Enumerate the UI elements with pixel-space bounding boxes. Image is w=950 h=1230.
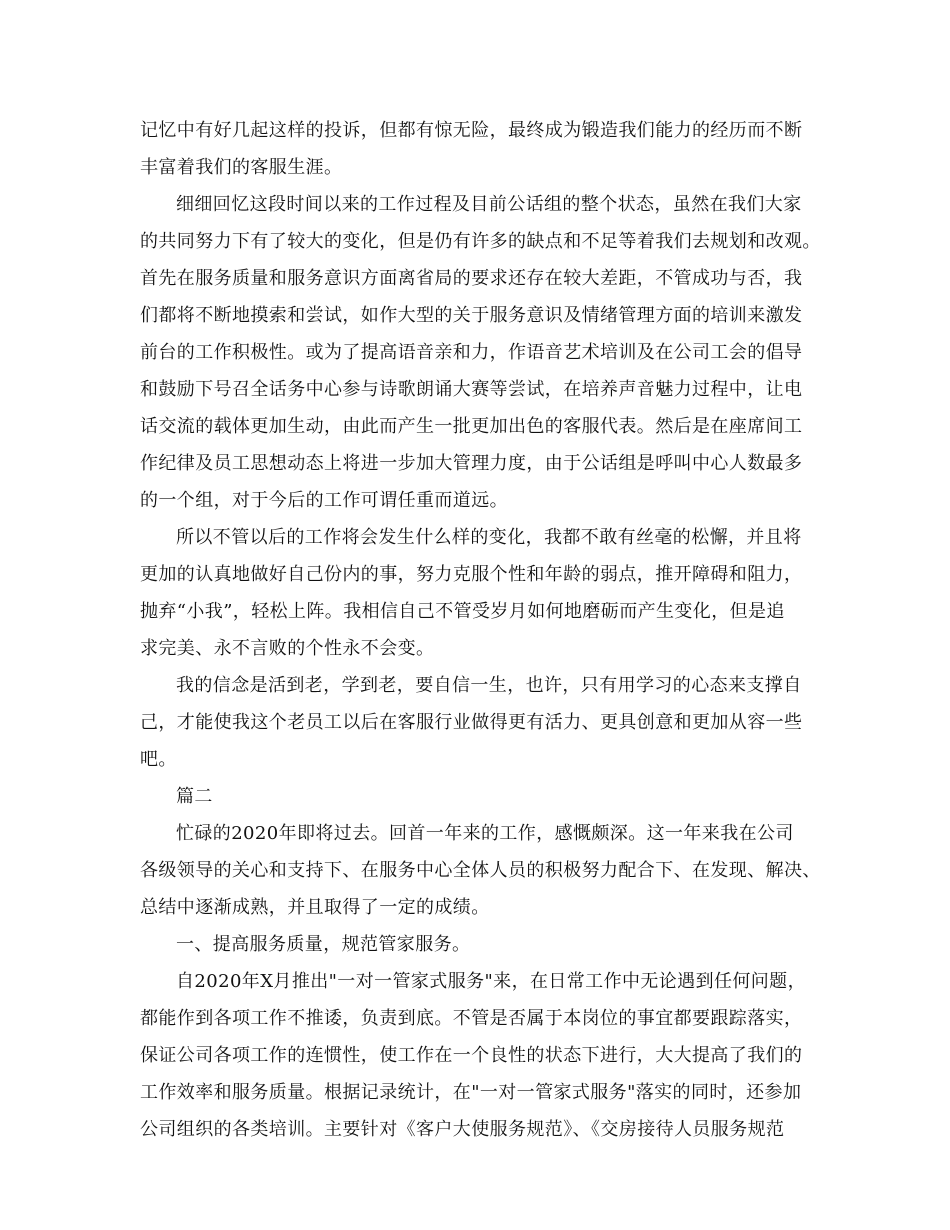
document-body — [140, 112, 830, 1148]
section-heading-part-two — [140, 778, 830, 815]
text-line: 我的信念是活到老，学到老，要自信一生，也许，只有用学习的心态来支撑自 — [176, 675, 802, 696]
text-line: 保证公司各项工作的连惯性，使工作在一个良性的状态下进行，大大提高了我们的 — [140, 1045, 803, 1066]
text-line: 更加的认真地做好自己份内的事，努力克服个性和年龄的弱点，推开障碍和阻力， — [140, 564, 803, 585]
text-line: 吧。 — [140, 749, 177, 770]
text-line: 自2020年X月推出"一对一管家式服务"来，在日常工作中无论遇到任何问题， — [176, 971, 806, 992]
paragraph-complaint-memories — [140, 112, 830, 186]
text-line: 细细回忆这段时间以来的工作过程及目前公话组的整个状态，虽然在我们大家 — [176, 194, 802, 215]
text-line: 和鼓励下号召全话务中心参与诗歌朗诵大赛等尝试，在培养声音魅力过程中，让电 — [140, 379, 803, 400]
text-line: 各级领导的关心和支持下、在服务中心全体人员的积极努力配合下、在发现、解决、 — [140, 860, 821, 881]
paragraph-commitment — [140, 519, 830, 667]
text-line: 都能作到各项工作不推诿，负责到底。不管是否属于本岗位的事宜都要跟踪落实， — [140, 1008, 803, 1029]
text-line: 忙碌的2020年即将过去。回首一年来的工作，感慨颇深。这一年来我在公司 — [176, 823, 794, 844]
text-line: 作纪律及员工思想动态上将进一步加大管理力度，由于公话组是呼叫中心人数最多 — [140, 453, 803, 474]
text-line: 求完美、永不言败的个性永不会变。 — [140, 638, 435, 659]
text-line: 抛弃“小我”，轻松上阵。我相信自己不管受岁月如何地磨砺而产生变化，但是追 — [140, 601, 785, 622]
text-line: 的共同努力下有了较大的变化，但是仍有许多的缺点和不足等着我们去规划和改观。 — [140, 231, 821, 252]
text-line: 记忆中有好几起这样的投诉，但都有惊无险，最终成为锻造我们能力的经历而不断 — [140, 120, 803, 141]
text-line: 工作效率和服务质量。根据记录统计，在"一对一管家式服务"落实的同时，还参加 — [140, 1082, 802, 1103]
paragraph-work-review — [140, 186, 830, 519]
paragraph-butler-service — [140, 963, 830, 1148]
text-line: 丰富着我们的客服生涯。 — [140, 157, 343, 178]
paragraph-year-summary — [140, 815, 830, 926]
text-line: 话交流的载体更加生动，由此而产生一批更加出色的客服代表。然后是在座席间工 — [140, 416, 803, 437]
text-line: 己，才能使我这个老员工以后在客服行业做得更有活力、更具创意和更加从容一些 — [140, 712, 803, 733]
text-line: 们都将不断地摸索和尝试，如作大型的关于服务意识及情绪管理方面的培训来激发 — [140, 305, 803, 326]
text-line: 篇二 — [176, 786, 213, 807]
text-line: 所以不管以后的工作将会发生什么样的变化，我都不敢有丝毫的松懈，并且将 — [176, 527, 802, 548]
text-line: 总结中逐渐成熟，并且取得了一定的成绩。 — [140, 897, 490, 918]
text-line: 一、提高服务质量，规范管家服务。 — [176, 934, 471, 955]
text-line: 公司组织的各类培训。主要针对《客户大使服务规范》、《交房接待人员服务规范 — [140, 1119, 785, 1140]
text-line: 前台的工作积极性。或为了提高语音亲和力，作语音艺术培训及在公司工会的倡导 — [140, 342, 803, 363]
paragraph-belief — [140, 667, 830, 778]
text-line: 的一个组，对于今后的工作可谓任重而道远。 — [140, 490, 508, 511]
text-line: 首先在服务质量和服务意识方面离省局的要求还存在较大差距，不管成功与否，我 — [140, 268, 803, 289]
subheading-service-quality — [140, 926, 830, 963]
